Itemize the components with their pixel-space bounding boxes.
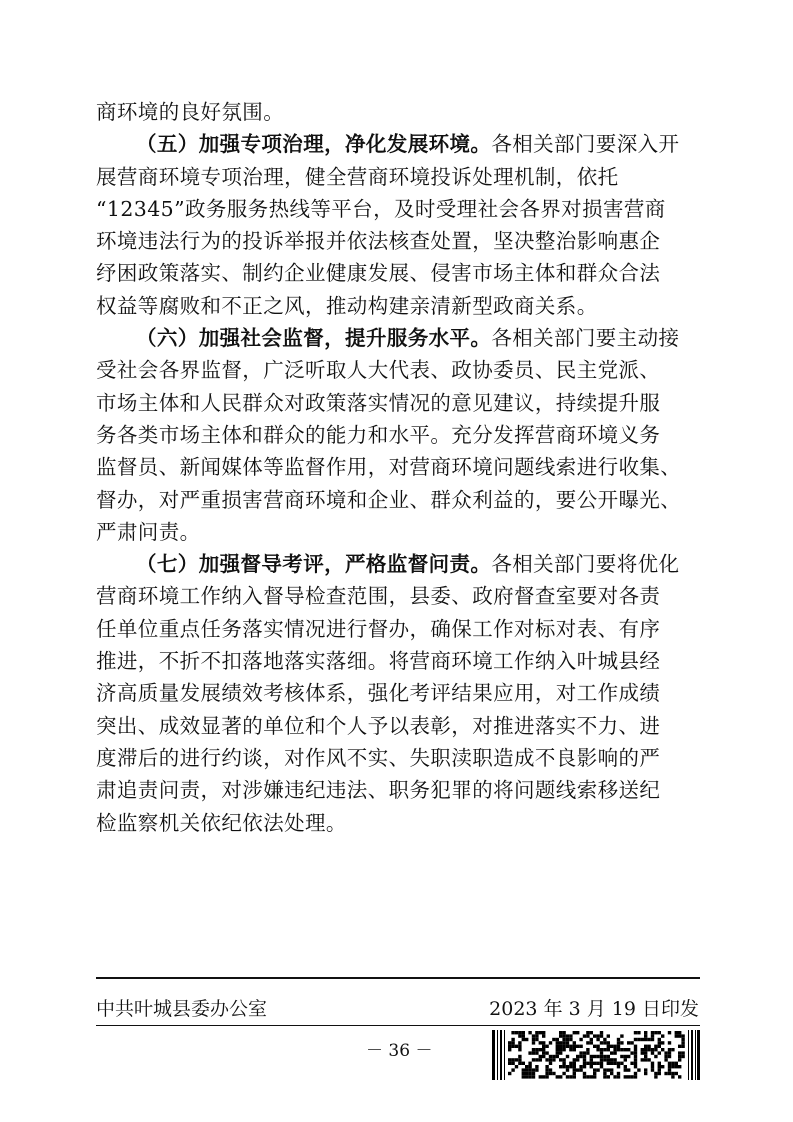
paragraph-line: 市场主体和人民群众对政策落实情况的意见建议，持续提升服	[96, 390, 661, 415]
paragraph-line: 济高质量发展绩效考核体系，强化考评结果应用，对工作成绩	[96, 681, 661, 706]
issuer-name: 中共叶城县委办公室	[96, 998, 268, 1020]
paragraph-line: 展营商环境专项治理，健全营商环境投诉处理机制，依托	[96, 164, 619, 189]
paragraph-line: 督办，对严重损害营商环境和企业、群众利益的，要公开曝光、	[96, 487, 682, 512]
section-heading-7: （七）加强督导考评，严格监督问责。	[136, 552, 492, 577]
section-heading-6: （六）加强社会监督，提升服务水平。	[136, 326, 492, 351]
barcode-icon	[492, 1030, 700, 1080]
document-body	[96, 96, 698, 839]
paragraph-line: 肃追责问责，对涉嫌违纪违法、职务犯罪的将问题线索移送纪	[96, 778, 661, 803]
paragraph-line: 受社会各界监督，广泛听取人大代表、政协委员、民主党派、	[96, 358, 661, 383]
footer-top-rule	[96, 977, 700, 979]
paragraph-line: 监督员、新闻媒体等监督作用，对营商环境问题线索进行收集、	[96, 455, 682, 480]
paragraph-line: 环境违法行为的投诉举报并依法核查处置，坚决整治影响惠企	[96, 229, 661, 254]
line-text: 各相关部门要将优化	[491, 552, 680, 577]
paragraph-line: 商环境的良好氛围。	[96, 100, 285, 124]
line-text: 各相关部门要深入开	[491, 132, 680, 157]
section-heading-5: （五）加强专项治理，净化发展环境。	[136, 132, 492, 157]
paragraph-line: 度滞后的进行约谈，对作风不实、失职渎职造成不良影响的严	[96, 745, 661, 770]
paragraph-line: 纾困政策落实、制约企业健康发展、侵害市场主体和群众合法	[96, 261, 661, 286]
paragraph-line: 任单位重点任务落实情况进行督办，确保工作对标对表、有序	[96, 616, 661, 641]
issue-date: 2023 年 3 月 19 日印发	[489, 998, 699, 1020]
paragraph-line: 推进，不折不扣落地落实落细。将营商环境工作纳入叶城县经	[96, 649, 661, 674]
paragraph-line: 务各类市场主体和群众的能力和水平。充分发挥营商环境义务	[96, 422, 661, 447]
page-number: － 36 －	[366, 1041, 433, 1061]
paragraph-line	[96, 322, 698, 354]
paragraph-line: 严肃问责。	[96, 519, 201, 544]
paragraph-line	[96, 548, 698, 580]
paragraph-line	[96, 128, 698, 160]
paragraph-line: “12345”政务服务热线等平台，及时受理社会各界对损害营商	[96, 196, 666, 221]
paragraph-line: 突出、成效显著的单位和个人予以表彰，对推进落实不力、进	[96, 713, 661, 738]
footer-bottom-rule	[96, 1025, 700, 1026]
paragraph-line: 检监察机关依纪依法处理。	[96, 810, 347, 835]
paragraph-line: 权益等腐败和不正之风，推动构建亲清新型政商关系。	[96, 293, 598, 318]
line-text: 各相关部门要主动接	[491, 326, 680, 351]
paragraph-line: 营商环境工作纳入督导检查范围，县委、政府督查室要对各责	[96, 584, 661, 609]
